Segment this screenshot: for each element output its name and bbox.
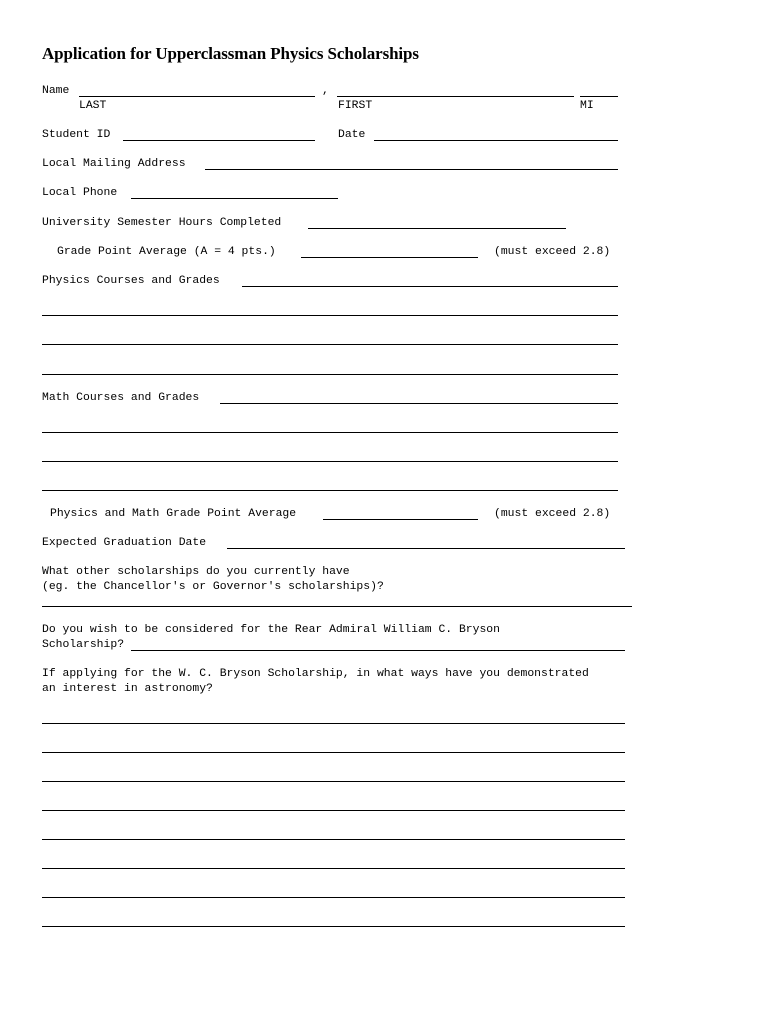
student-id-field[interactable] bbox=[123, 140, 315, 141]
physics-courses-line-4[interactable] bbox=[42, 374, 618, 375]
math-courses-label: Math Courses and Grades bbox=[42, 392, 200, 404]
gpa-label: Grade Point Average (A = 4 pts.) bbox=[57, 246, 276, 258]
physics-math-gpa-label: Physics and Math Grade Point Average bbox=[50, 508, 297, 520]
first-name-field[interactable] bbox=[337, 96, 574, 97]
scholarships-answer-field[interactable] bbox=[42, 606, 632, 607]
physics-math-gpa-note: (must exceed 2.8) bbox=[494, 508, 611, 520]
physics-courses-label: Physics Courses and Grades bbox=[42, 275, 220, 287]
graduation-date-label: Expected Graduation Date bbox=[42, 537, 207, 549]
astronomy-answer-line-7[interactable] bbox=[42, 897, 625, 898]
last-caption: LAST bbox=[79, 100, 107, 112]
mailing-address-label: Local Mailing Address bbox=[42, 158, 186, 170]
astronomy-answer-line-2[interactable] bbox=[42, 752, 625, 753]
last-name-field[interactable] bbox=[79, 96, 315, 97]
astronomy-answer-line-6[interactable] bbox=[42, 868, 625, 869]
astronomy-answer-line-8[interactable] bbox=[42, 926, 625, 927]
semester-hours-label: University Semester Hours Completed bbox=[42, 217, 282, 229]
local-phone-field[interactable] bbox=[131, 198, 338, 199]
astronomy-answer-line-5[interactable] bbox=[42, 839, 625, 840]
gpa-field[interactable] bbox=[301, 257, 478, 258]
graduation-date-field[interactable] bbox=[227, 548, 625, 549]
scholarships-question-line-2: (eg. the Chancellor's or Governor's scholarships)? bbox=[42, 581, 384, 593]
math-courses-line-3[interactable] bbox=[42, 461, 618, 462]
astronomy-answer-line-3[interactable] bbox=[42, 781, 625, 782]
mi-caption: MI bbox=[580, 100, 594, 112]
bryson-answer-field[interactable] bbox=[131, 650, 625, 651]
student-id-label: Student ID bbox=[42, 129, 111, 141]
date-field[interactable] bbox=[374, 140, 618, 141]
astronomy-answer-line-4[interactable] bbox=[42, 810, 625, 811]
bryson-question-line-1: Do you wish to be considered for the Rear Admiral William C. Bryson bbox=[42, 624, 500, 636]
semester-hours-field[interactable] bbox=[308, 228, 566, 229]
mailing-address-field[interactable] bbox=[205, 169, 618, 170]
math-courses-line-4[interactable] bbox=[42, 490, 618, 491]
gpa-requirement-note: (must exceed 2.8) bbox=[494, 246, 611, 258]
form-title: Application for Upperclassman Physics Scholarships bbox=[42, 44, 419, 63]
name-label: Name bbox=[42, 85, 70, 97]
date-label: Date bbox=[338, 129, 366, 141]
middle-initial-field[interactable] bbox=[580, 96, 618, 97]
physics-courses-line-2[interactable] bbox=[42, 315, 618, 316]
physics-courses-line-1[interactable] bbox=[242, 286, 618, 287]
astronomy-question-line-2: an interest in astronomy? bbox=[42, 683, 213, 695]
astronomy-answer-line-1[interactable] bbox=[42, 723, 625, 724]
math-courses-line-1[interactable] bbox=[220, 403, 618, 404]
math-courses-line-2[interactable] bbox=[42, 432, 618, 433]
local-phone-label: Local Phone bbox=[42, 187, 118, 199]
physics-math-gpa-field[interactable] bbox=[323, 519, 478, 520]
physics-courses-line-3[interactable] bbox=[42, 344, 618, 345]
astronomy-question-line-1: If applying for the W. C. Bryson Scholarship, in what ways have you demonstrated bbox=[42, 668, 589, 680]
first-caption: FIRST bbox=[338, 100, 373, 112]
bryson-question-line-2: Scholarship? bbox=[42, 639, 125, 651]
scholarships-question-line-1: What other scholarships do you currently have bbox=[42, 566, 350, 578]
name-comma: , bbox=[322, 85, 329, 97]
